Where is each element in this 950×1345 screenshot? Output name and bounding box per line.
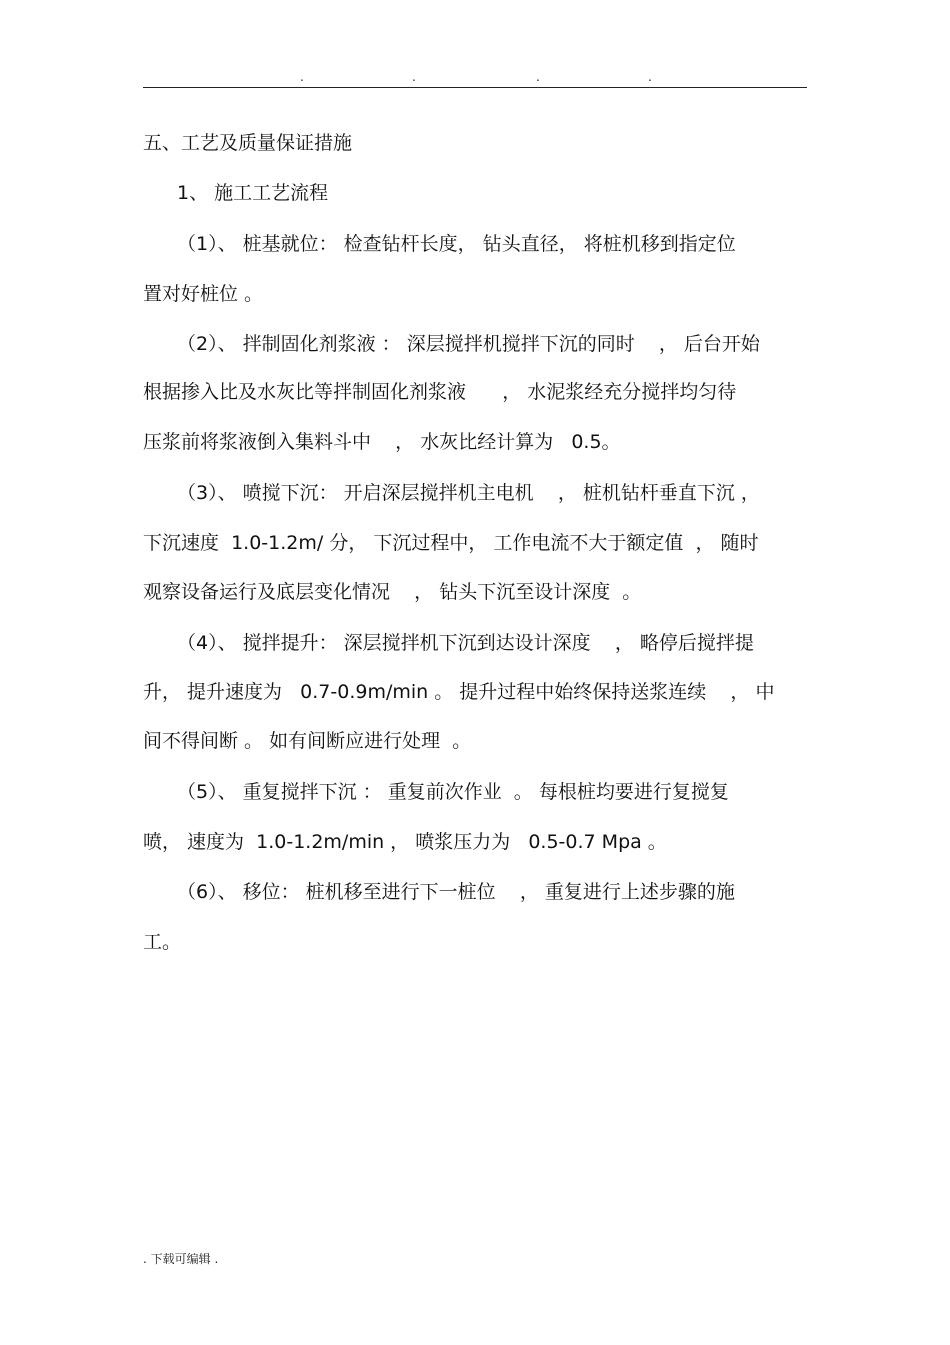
- paragraph-1-line-2: 置对好桩位 。: [143, 283, 264, 305]
- paragraph-3-line-3: 观察设备运行及底层变化情况 ， 钻头下沉至设计深度 。: [143, 581, 642, 603]
- paragraph-4-line-2: 升， 提升速度为 0.7-0.9m/min 。 提升过程中始终保持送浆连续 ， 中: [143, 681, 775, 703]
- paragraph-4-line-3: 间不得间断 。 如有间断应进行处理 。: [143, 730, 472, 752]
- header-dot: .: [648, 70, 652, 84]
- paragraph-6-line-1: （6）、 移位： 桩机移至进行下一桩位 ， 重复进行上述步骤的施: [177, 881, 735, 903]
- paragraph-2-line-2: 根据掺入比及水灰比等拌制固化剂浆液 ， 水泥浆经充分搅拌均匀待: [143, 381, 737, 403]
- section-title: 五、工艺及质量保证措施: [143, 132, 353, 154]
- footer-note: . 下载可编辑 .: [143, 1252, 219, 1266]
- header-dot: .: [412, 70, 416, 84]
- subsection-title: 1、 施工工艺流程: [177, 182, 329, 204]
- paragraph-6-line-2: 工。: [143, 931, 182, 953]
- paragraph-5-line-2: 喷， 速度为 1.0-1.2m/min ， 喷浆压力为 0.5-0.7 Mpa 。: [143, 831, 667, 853]
- paragraph-1-line-1: （1）、 桩基就位： 检查钻杆长度， 钻头直径， 将桩机移到指定位: [177, 233, 736, 255]
- header-dots: [0, 70, 950, 84]
- header-dot: .: [300, 70, 304, 84]
- paragraph-3-line-1: （3）、 喷搅下沉： 开启深层搅拌机主电机 ， 桩机钻杆垂直下沉 ，: [177, 482, 760, 504]
- paragraph-5-line-1: （5）、 重复搅拌下沉 ： 重复前次作业 。 每根桩均要进行复搅复: [177, 781, 729, 803]
- paragraph-4-line-1: （4）、 搅拌提升： 深层搅拌机下沉到达设计深度 ， 略停后搅拌提: [177, 632, 754, 654]
- header-dot: .: [536, 70, 540, 84]
- header-rule: [143, 87, 807, 88]
- paragraph-2-line-1: （2）、 拌制固化剂浆液 ： 深层搅拌机搅拌下沉的同时 ， 后台开始: [177, 333, 760, 355]
- paragraph-2-line-3: 压浆前将浆液倒入集料斗中 ， 水灰比经计算为 0.5。: [143, 431, 621, 453]
- paragraph-3-line-2: 下沉速度 1.0-1.2m/ 分， 下沉过程中， 工作电流不大于额定值 ， 随时: [143, 532, 759, 554]
